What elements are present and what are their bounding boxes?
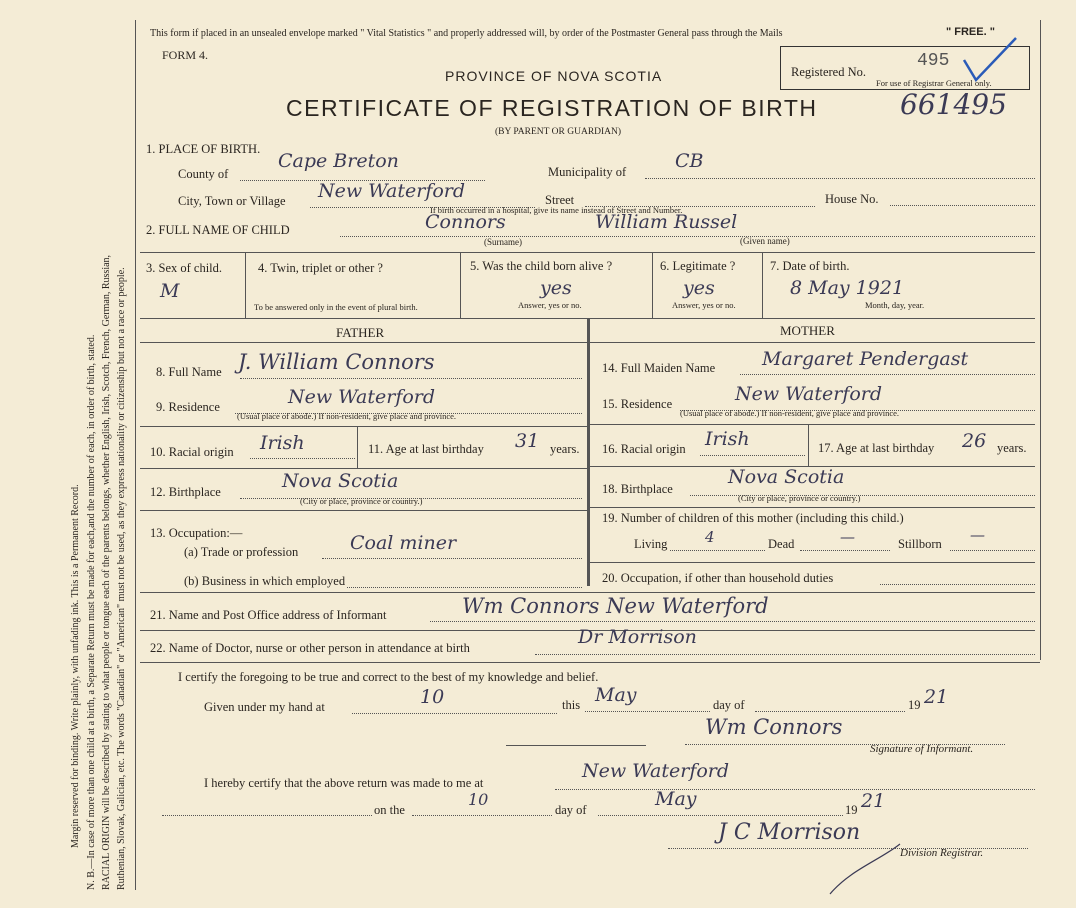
place-heading: 1. PLACE OF BIRTH.: [146, 142, 261, 156]
province-title: PROVINCE OF NOVA SCOTIA: [445, 68, 663, 84]
city-value: New Waterford: [318, 180, 466, 202]
father-racial-value: Irish: [260, 432, 305, 454]
county-value: Cape Breton: [278, 150, 399, 172]
mother-residence-label: 15. Residence: [602, 397, 673, 411]
given-under-label: Given under my hand at: [204, 700, 325, 714]
margin-note-2: N. B.—In case of more than one child at a birth, a Separate Return must be made for each,and the number of each, in order of birth, stated.: [86, 334, 97, 890]
child-name-label: 2. FULL NAME OF CHILD: [146, 223, 290, 237]
father-age-value: 31: [515, 430, 540, 452]
column-divider: [587, 318, 590, 586]
given-place-value: 10: [420, 686, 445, 708]
on-the-label: on the: [374, 803, 405, 817]
registered-label: Registered No.: [791, 65, 866, 79]
mother-age-value: 26: [962, 430, 987, 452]
alive-label: 5. Was the child born alive ?: [470, 259, 613, 273]
form-number: FORM 4.: [162, 48, 209, 62]
margin-note-3: RACIAL ORIGIN will be described by stating to what people or tongue each of the parents belongs, whether English, Irish, Scotch, French, German, Russian,: [101, 254, 112, 890]
given-caption: (Given name): [740, 236, 790, 246]
doctor-value: Dr Morrison: [578, 626, 697, 648]
mother-years: years.: [997, 441, 1027, 455]
left-border: [135, 20, 136, 890]
mother-children-label: 19. Number of children of this mother (including this child.): [602, 511, 904, 525]
check-mark-icon: [960, 36, 1020, 86]
informant-label: 21. Name and Post Office address of Informant: [150, 608, 387, 622]
informant-value: Wm Connors New Waterford: [462, 594, 769, 618]
registrar-place-value: New Waterford: [582, 760, 730, 782]
child-given-name: William Russel: [595, 211, 738, 233]
father-residence-caption: (Usual place of abode.) If non-resident, give place and province.: [237, 411, 457, 421]
mother-birthplace-label: 18. Birthplace: [602, 482, 673, 496]
certify-statement: I certify the foregoing to be true and correct to the best of my knowledge and belief.: [178, 670, 599, 684]
postal-note: This form if placed in an unsealed envelope marked " Vital Statistics " and properly addressed will, by order of the Postmaster General pass through the Mails: [150, 28, 783, 39]
twin-note: To be answered only in the event of plural birth.: [254, 302, 418, 312]
house-label: House No.: [825, 192, 879, 206]
date-value: 8 May 1921: [790, 277, 905, 299]
year-prefix: 19: [908, 698, 921, 712]
father-occupation-label: 13. Occupation:—: [150, 526, 243, 540]
mother-residence-value: New Waterford: [735, 383, 883, 405]
registrar-month-value: May: [655, 788, 697, 810]
mother-heading: MOTHER: [780, 323, 835, 338]
father-birthplace-caption: (City or place, province or country.): [300, 496, 423, 506]
doctor-label: 22. Name of Doctor, nurse or other person in attendance at birth: [150, 641, 470, 655]
mother-residence-caption: (Usual place of abode.) If non-resident, give place and province.: [680, 408, 900, 418]
dead-label: Dead: [768, 537, 795, 551]
legit-label: 6. Legitimate ?: [660, 259, 736, 273]
mother-birthplace-value: Nova Scotia: [728, 466, 845, 488]
twin-label: 4. Twin, triplet or other ?: [258, 261, 383, 275]
informant-signature-caption: Signature of Informant.: [870, 743, 974, 755]
father-years: years.: [550, 442, 580, 456]
father-name-value: J. William Connors: [238, 350, 435, 374]
father-residence-label: 9. Residence: [156, 400, 220, 414]
mother-name-label: 14. Full Maiden Name: [602, 361, 716, 375]
informant-signature: Wm Connors: [705, 715, 843, 739]
surname-caption: (Surname): [484, 237, 522, 247]
father-trade-label: (a) Trade or profession: [184, 545, 299, 559]
mother-age-label: 17. Age at last birthday: [818, 441, 935, 455]
alive-caption: Answer, yes or no.: [518, 300, 582, 310]
father-name-label: 8. Full Name: [156, 365, 222, 379]
father-birthplace-value: Nova Scotia: [282, 470, 399, 492]
date-label: 7. Date of birth.: [770, 259, 850, 273]
stillborn-value: —: [970, 526, 985, 544]
this-value: May: [595, 684, 637, 706]
father-racial-label: 10. Racial origin: [150, 445, 234, 459]
father-business-label: (b) Business in which employed: [184, 574, 346, 588]
certificate-subtitle: (BY PARENT OR GUARDIAN): [495, 127, 622, 137]
city-label: City, Town or Village: [178, 194, 286, 208]
certificate-title: CERTIFICATE OF REGISTRATION OF BIRTH: [286, 95, 818, 121]
registrar-statement: I hereby certify that the above return was made to me at: [204, 776, 484, 790]
dayof-label: day of: [713, 698, 745, 712]
margin-note-4: Ruthenian, Slovak, Galician, etc. The words "Canadian" or "American" must not be used, as they express nationality or citizenship but not a race or people.: [116, 267, 127, 890]
legit-value: yes: [683, 277, 715, 299]
father-birthplace-label: 12. Birthplace: [150, 485, 221, 499]
child-surname: Connors: [425, 211, 506, 233]
registrar-dayof-label: day of: [555, 803, 587, 817]
registrar-year-value: 21: [861, 790, 886, 812]
living-label: Living: [634, 537, 668, 551]
signature-flourish-icon: [820, 840, 910, 900]
father-heading: FATHER: [336, 325, 385, 340]
mother-occupation-label: 20. Occupation, if other than household duties: [602, 571, 834, 585]
free-label: " FREE. ": [946, 26, 995, 38]
mother-name-value: Margaret Pendergast: [762, 348, 969, 370]
handwritten-reg-number: 661495: [900, 88, 1007, 121]
registrar-signature: J C Morrison: [718, 820, 861, 845]
date-caption: Month, day, year.: [865, 300, 925, 310]
right-border: [1040, 20, 1041, 660]
alive-value: yes: [540, 277, 572, 299]
sex-value: M: [160, 280, 180, 302]
this-label: this: [562, 698, 581, 712]
registrar-signature-caption: Division Registrar.: [900, 847, 984, 859]
street-label: Street: [545, 193, 575, 207]
hospital-note: If birth occurred in a hospital, give its name instead of Street and Number.: [430, 205, 683, 215]
father-trade-value: Coal miner: [350, 532, 457, 554]
mother-racial-value: Irish: [705, 428, 750, 450]
county-label: County of: [178, 167, 229, 181]
living-value: 4: [705, 528, 715, 546]
registrar-year-prefix: 19: [845, 803, 858, 817]
margin-note-1: Margin reserved for binding. Write plainly, with unfading ink. This is a Permanent Record.: [70, 484, 81, 848]
stillborn-label: Stillborn: [898, 537, 942, 551]
municipality-value: CB: [675, 150, 704, 172]
year-value: 21: [924, 686, 949, 708]
father-age-label: 11. Age at last birthday: [368, 442, 484, 456]
sex-label: 3. Sex of child.: [146, 261, 223, 275]
dead-value: —: [840, 528, 855, 546]
registrar-day-value: 10: [468, 790, 489, 809]
mother-racial-label: 16. Racial origin: [602, 442, 686, 456]
registrar-note: For use of Registrar General only.: [876, 78, 992, 88]
registered-value: 495: [917, 51, 950, 71]
mother-birthplace-caption: (City or place, province or country.): [738, 493, 861, 503]
legit-caption: Answer, yes or no.: [672, 300, 736, 310]
municipality-label: Municipality of: [548, 165, 627, 179]
father-residence-value: New Waterford: [288, 386, 436, 408]
